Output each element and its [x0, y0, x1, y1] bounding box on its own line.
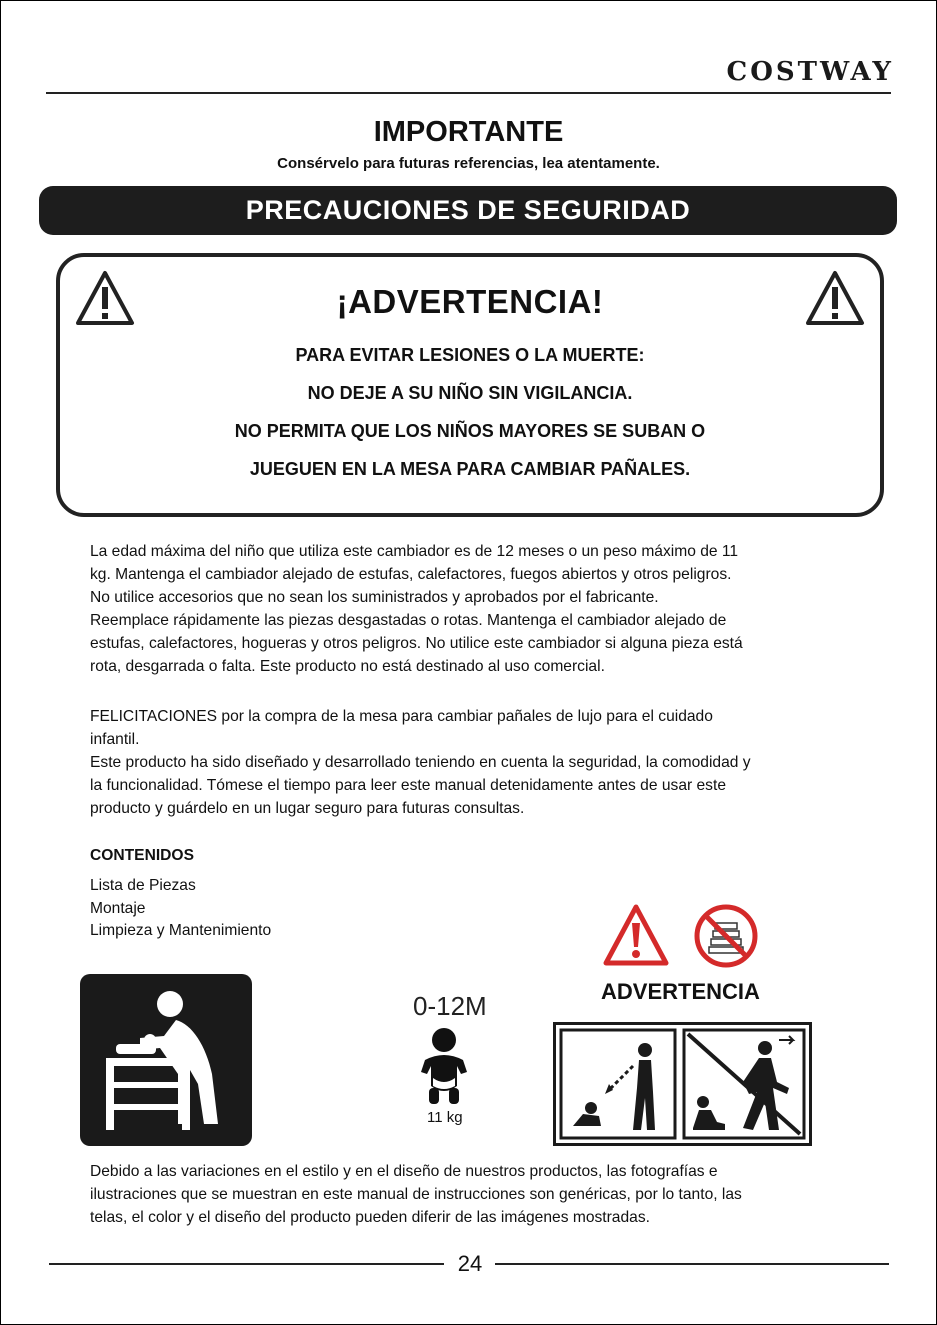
brand-logo: COSTWAY — [726, 57, 894, 87]
no-climbing-icon — [693, 903, 759, 969]
text-line: FELICITACIONES por la compra de la mesa para cambiar pañales de lujo para el cuidado — [90, 708, 713, 725]
text-line: producto y guárdelo en un lugar seguro para futuras consultas. — [90, 800, 525, 817]
text-line: La edad máxima del niño que utiliza este cambiador es de 12 meses o un peso máximo de 11 — [90, 543, 739, 560]
page-title: IMPORTANTE — [373, 116, 564, 148]
warning-line: PARA EVITAR LESIONES O LA MUERTE: — [295, 345, 645, 365]
contents-heading: CONTENIDOS — [90, 847, 194, 864]
page-subtitle: Consérvelo para futuras referencias, lea atentamente. — [277, 155, 660, 172]
contents-item: Limpieza y Mantenimiento — [90, 922, 272, 939]
text-line: Reemplace rápidamente las piezas desgastadas o rotas. Mantenga el cambiador alejado de — [90, 612, 727, 629]
footer-divider — [495, 1263, 889, 1265]
section-banner: PRECAUCIONES DE SEGURIDAD — [39, 186, 897, 235]
text-line: telas, el color y el diseño del producto pueden diferir de las imágenes mostradas. — [90, 1209, 650, 1226]
contents-item: Montaje — [90, 899, 146, 917]
contents-item: Lista de Piezas — [90, 877, 196, 894]
warning-line: NO DEJE A SU NIÑO SIN VIGILANCIA. — [307, 383, 633, 403]
warning-line: NO PERMITA QUE LOS NIÑOS MAYORES SE SUBAN O — [234, 421, 706, 441]
text-line: estufas, calefactores, hogueras y otros peligros. No utilice este cambiador si alguna pieza está — [90, 635, 743, 652]
baby-icon — [419, 1026, 469, 1106]
text-line: la funcionalidad. Tómese el tiempo para leer este manual detenidamente antes de usar este — [90, 777, 726, 794]
contents-list — [90, 875, 271, 943]
footer-divider — [49, 1263, 444, 1265]
warning-label: ADVERTENCIA — [601, 979, 760, 1004]
warning-line: JUEGUEN EN LA MESA PARA CAMBIAR PAÑALES. — [249, 459, 691, 479]
age-range-label: 0-12M — [413, 991, 487, 1021]
page-number: 24 — [457, 1251, 483, 1276]
warning-title: ¡ADVERTENCIA! — [336, 283, 604, 320]
red-warning-icon — [602, 903, 670, 967]
text-line: No utilice accesorios que no sean los suministrados y aprobados por el fabricante. — [90, 589, 659, 606]
text-line: kg. Mantenga el cambiador alejado de estufas, calefactores, fuegos abiertos y otros peligros. — [90, 566, 732, 583]
changing-table-icon — [80, 974, 252, 1146]
congrats-paragraph — [90, 705, 860, 820]
text-line: Este producto ha sido diseñado y desarrollado teniendo en cuenta la seguridad, la comodidad y — [90, 754, 751, 771]
header-divider — [46, 92, 891, 94]
text-line: Debido a las variaciones en el estilo y en el diseño de nuestros productos, las fotografías e — [90, 1163, 718, 1180]
text-line: infantil. — [90, 731, 140, 748]
warning-box — [56, 253, 884, 517]
supervision-scene-icon — [553, 1022, 812, 1146]
weight-label: 11 kg — [427, 1109, 463, 1126]
safety-paragraph — [90, 540, 860, 678]
disclaimer-paragraph — [90, 1160, 860, 1229]
text-line: rota, desgarrada o falta. Este producto no está destinado al uso comercial. — [90, 658, 605, 675]
text-line: ilustraciones que se muestran en este manual de instrucciones son genéricas, por lo tanto, las — [90, 1186, 742, 1203]
